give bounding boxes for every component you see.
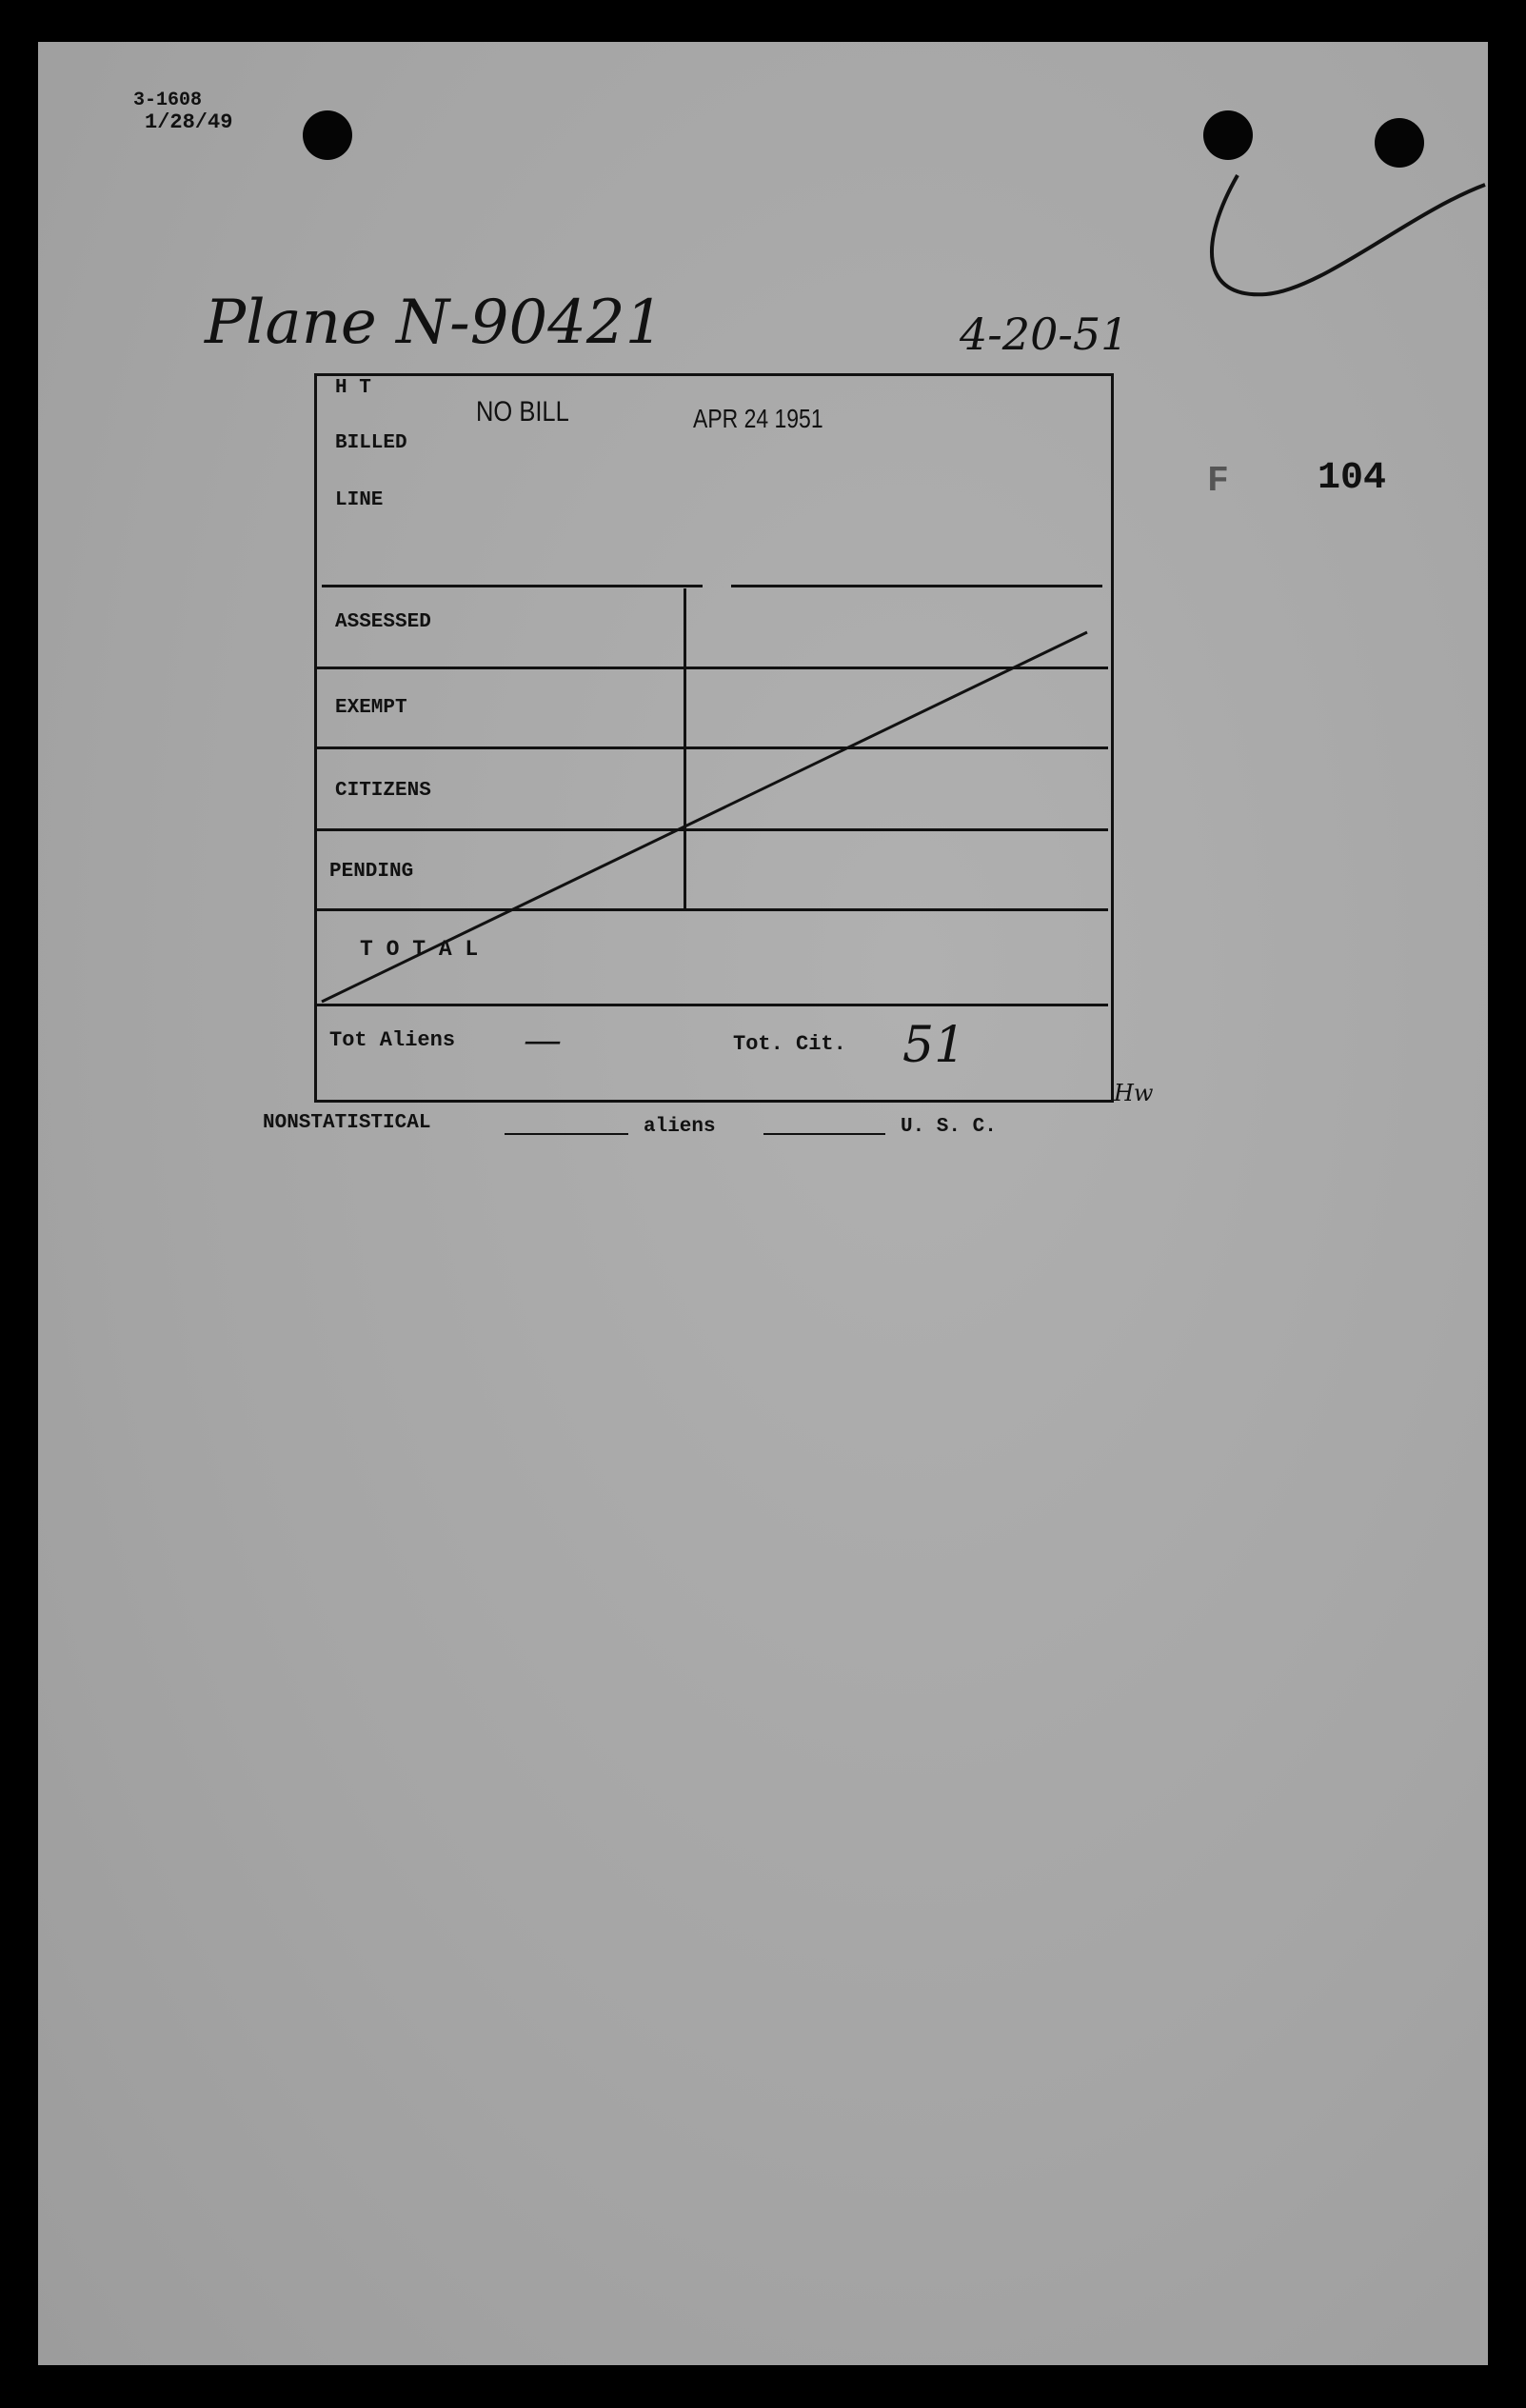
initials: Hw <box>1114 1080 1154 1106</box>
hdr-ht: H T <box>335 377 371 399</box>
strike-through-line <box>38 42 1488 1184</box>
row-pending: PENDING <box>329 861 414 883</box>
row-citizens: CITIZENS <box>335 780 431 802</box>
usc-label: U. S. C. <box>901 1116 997 1138</box>
tot-aliens-value: — <box>524 1019 562 1063</box>
row-assessed: ASSESSED <box>335 611 431 633</box>
blank-line <box>763 1133 885 1135</box>
aliens-label: aliens <box>644 1116 716 1138</box>
page-number: 104 <box>1318 457 1387 500</box>
form-number: 3-1608 <box>133 90 203 111</box>
total-label: T O T A L <box>360 937 479 962</box>
document-page <box>38 42 1488 2365</box>
tot-cit-label: Tot. Cit. <box>733 1032 846 1056</box>
hdr-line: LINE <box>335 489 384 511</box>
row-exempt: EXEMPT <box>335 697 407 719</box>
nonstatistical-label: NONSTATISTICAL <box>263 1112 431 1134</box>
plane-number: Plane N-90421 <box>205 288 664 358</box>
blank-line <box>505 1133 628 1135</box>
tot-cit-value: 51 <box>902 1017 966 1074</box>
form-date: 1/28/49 <box>145 110 233 134</box>
no-bill-stamp: NO BILL <box>476 396 569 428</box>
handwritten-date: 4-20-51 <box>960 308 1129 360</box>
date-stamp: APR 24 1951 <box>693 404 823 433</box>
page-prefix: F <box>1207 461 1229 502</box>
hdr-billed: BILLED <box>335 432 407 454</box>
tot-aliens-label: Tot Aliens <box>329 1028 456 1052</box>
